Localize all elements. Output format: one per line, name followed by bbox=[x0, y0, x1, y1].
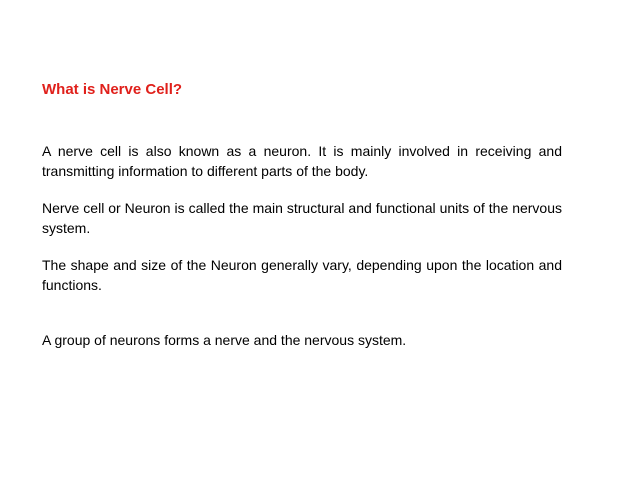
slide-title: What is Nerve Cell? bbox=[42, 81, 183, 98]
paragraph-structural-unit: Nerve cell or Neuron is called the main structural and functional units of the nervous system. bbox=[42, 200, 562, 236]
paragraph-nerve-formation: A group of neurons forms a nerve and the nervous system. bbox=[42, 332, 407, 348]
paragraph-shape-size: The shape and size of the Neuron generally vary, depending upon the location and functions. bbox=[42, 257, 562, 293]
paragraph-neuron-definition: A nerve cell is also known as a neuron. It is mainly involved in receiving and transmitting information to different parts of the body. bbox=[42, 143, 562, 179]
